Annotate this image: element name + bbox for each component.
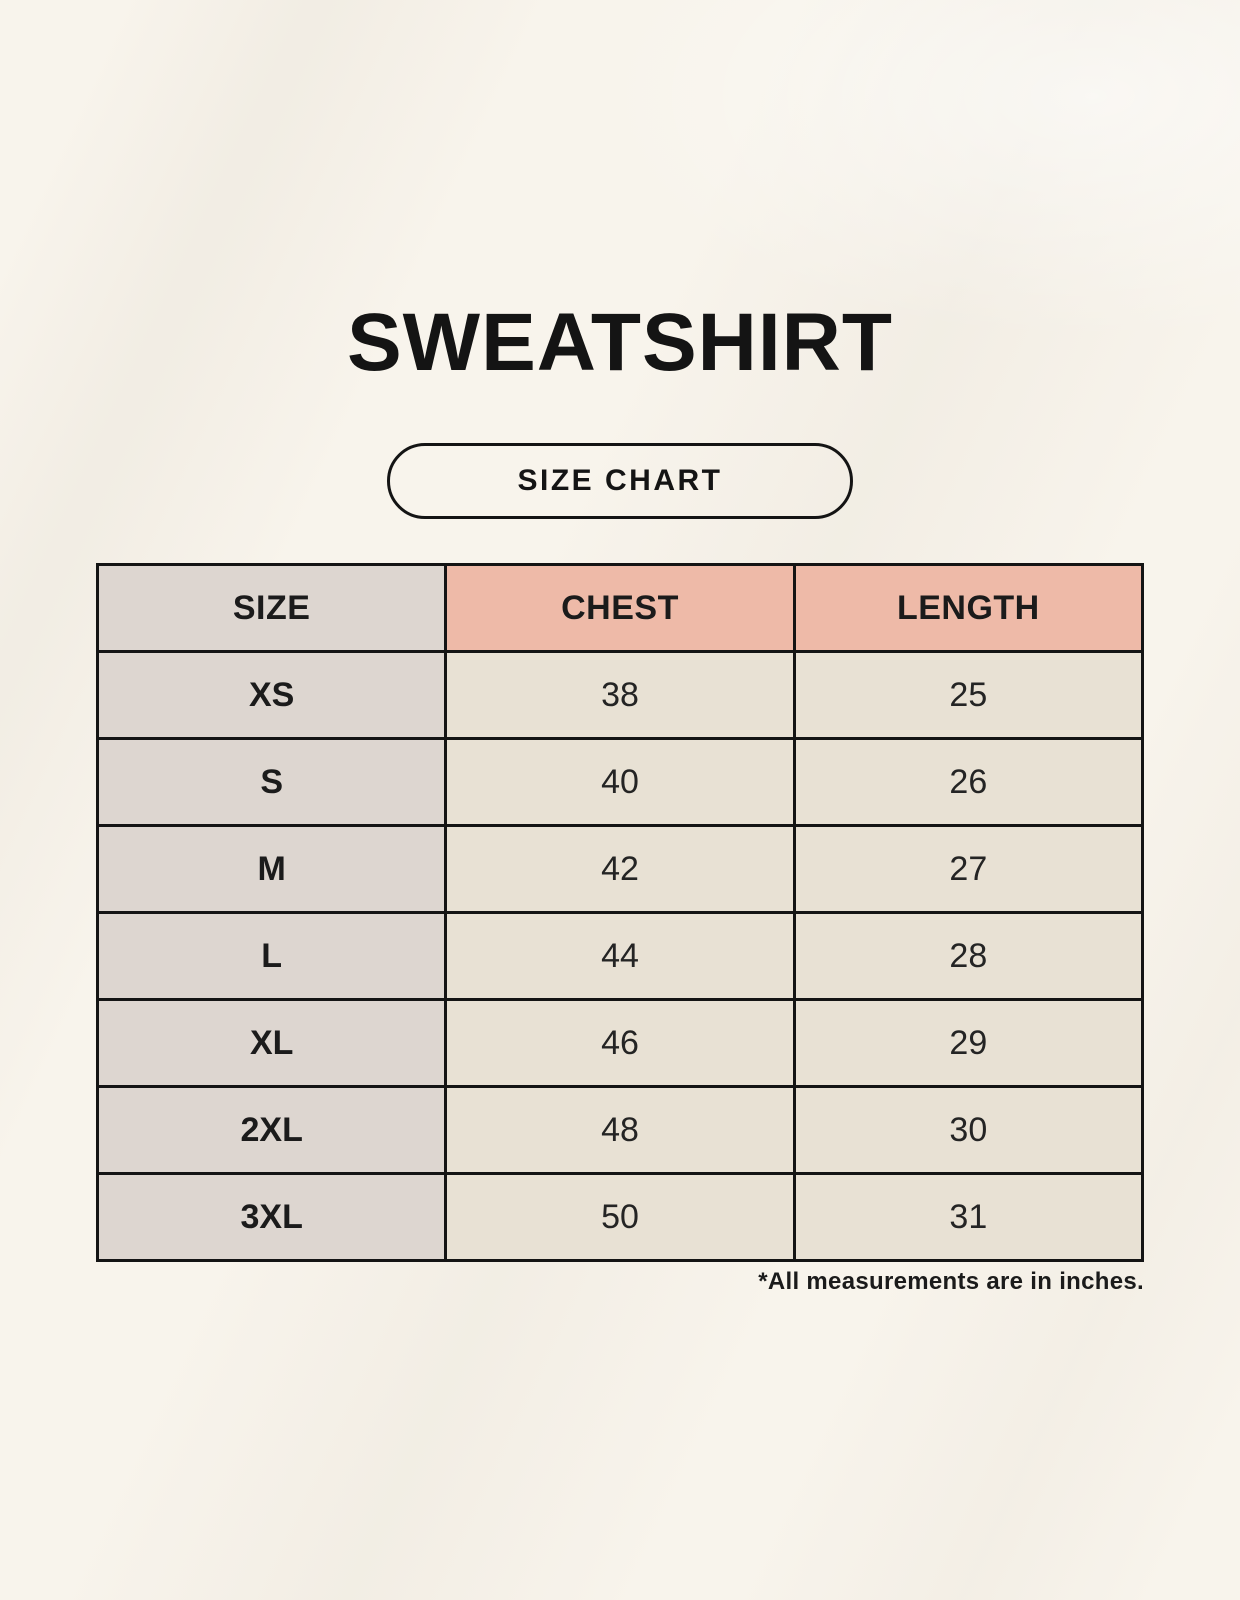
page-title: SWEATSHIRT (346, 297, 893, 388)
table-row-xl (98, 1000, 1143, 1087)
measurements-footnote: *All measurements are in inches. (758, 1268, 1144, 1295)
table-row-m (98, 826, 1143, 913)
length-cell: 26 (794, 739, 1142, 826)
size-chart-badge-label: SIZE CHART (517, 464, 723, 497)
table-row-3xl (98, 1174, 1143, 1261)
length-cell: 25 (794, 652, 1142, 739)
chest-cell: 38 (446, 652, 794, 739)
table-row-xs (98, 652, 1143, 739)
size-cell: M (98, 826, 446, 913)
size-table-container (96, 563, 1144, 1262)
table-row-l (98, 913, 1143, 1000)
size-cell: XL (98, 1000, 446, 1087)
length-cell: 27 (794, 826, 1142, 913)
chest-cell: 48 (446, 1087, 794, 1174)
chest-cell: 40 (446, 739, 794, 826)
chest-cell: 42 (446, 826, 794, 913)
size-cell: S (98, 739, 446, 826)
size-cell: L (98, 913, 446, 1000)
size-table (96, 563, 1144, 1262)
size-chart-badge[interactable] (387, 443, 853, 519)
header-chest: CHEST (446, 565, 794, 652)
length-cell: 29 (794, 1000, 1142, 1087)
header-length: LENGTH (794, 565, 1142, 652)
length-cell: 28 (794, 913, 1142, 1000)
size-cell: XS (98, 652, 446, 739)
header-size: SIZE (98, 565, 446, 652)
table-header-row (98, 565, 1143, 652)
length-cell: 31 (794, 1174, 1142, 1261)
size-cell: 2XL (98, 1087, 446, 1174)
length-cell: 30 (794, 1087, 1142, 1174)
table-row-s (98, 739, 1143, 826)
chest-cell: 50 (446, 1174, 794, 1261)
chest-cell: 46 (446, 1000, 794, 1087)
chest-cell: 44 (446, 913, 794, 1000)
size-cell: 3XL (98, 1174, 446, 1261)
table-row-2xl (98, 1087, 1143, 1174)
